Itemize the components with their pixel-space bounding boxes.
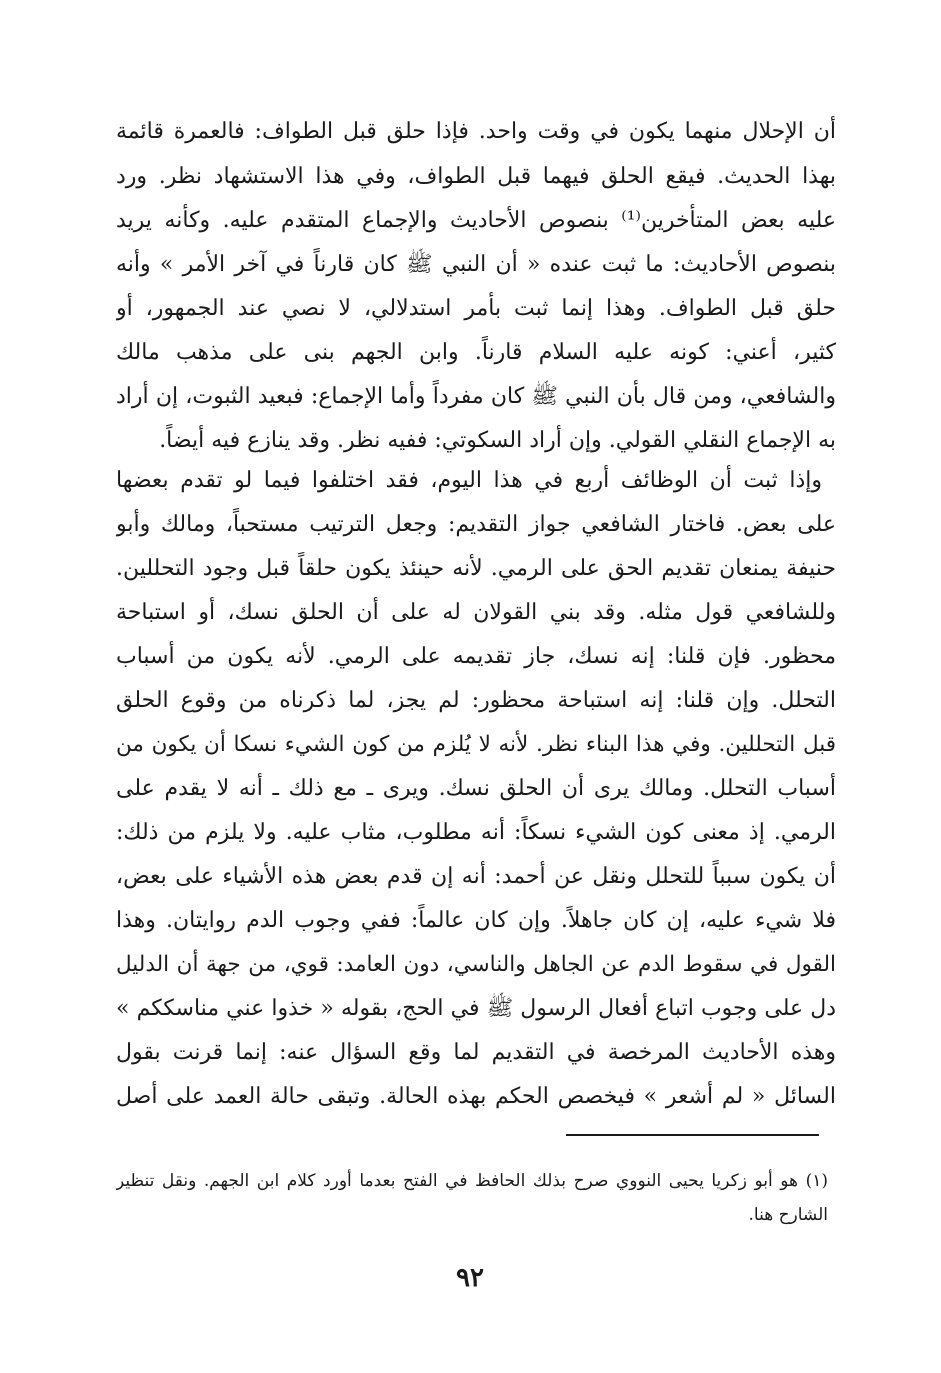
footnote-separator	[566, 1134, 819, 1136]
body-line: عليه بعض المتأخرين⁽¹⁾ بنصوص الأحاديث والإجماع المتقدم عليه. وكأنه يريد	[116, 208, 836, 233]
body-line: أن يكون سبباً للتحلل ونقل عن أحمد: أنه إن قدم بعض هذه الأشياء على بعض،	[116, 864, 836, 889]
body-line: الرمي. إذ معنى كون الشيء نسكاً: أنه مطلوب، مثاب عليه. ولا يلزم من ذلك:	[116, 820, 836, 845]
footnote-line: الشارح هنا.	[748, 1205, 828, 1225]
body-line: به الإجماع النقلي القولي. وإن أراد السكوتي: ففيه نظر. وقد ينازع فيه أيضاً.	[159, 428, 836, 453]
footnote-line: (١) هو أبو زكريا يحيى النووي صرح بذلك الحافظ في الفتح بعدما أورد كلام ابن الجهم. ونقل تنظير	[116, 1171, 828, 1191]
body-line: وهذه الأحاديث المرخصة في التقديم لما وقع السؤال عنه: إنما قرنت بقول	[116, 1040, 836, 1065]
body-line: حنيفة يمنعان تقديم الحق على الرمي. لأنه حينئذ يكون حلقاً قبل وجود التحللين.	[116, 556, 836, 581]
body-line: أسباب التحلل. ومالك يرى أن الحلق نسك. ويرى ـ مع ذلك ـ أنه لا يقدم على	[116, 776, 836, 801]
body-line: كثير، أعني: كونه عليه السلام قارناً. وابن الجهم بنى على مذهب مالك	[116, 340, 836, 365]
body-line: السائل « لم أشعر » فيخصص الحكم بهذه الحالة. وتبقى حالة العمد على أصل	[116, 1084, 836, 1109]
body-line: محظور. فإن قلنا: إنه نسك، جاز تقديمه على الرمي. لأنه يكون من أسباب	[116, 644, 836, 669]
body-line: على بعض. فاختار الشافعي جواز التقديم: وجعل الترتيب مستحباً، ومالك وأبو	[116, 512, 836, 537]
body-line: القول في سقوط الدم عن الجاهل والناسي، دون العامد: قوي، من جهة أن الدليل	[116, 952, 836, 977]
body-line: دل على وجوب اتباع أفعال الرسول ﷺ في الحج، بقوله « خذوا عني مناسككم »	[116, 996, 836, 1021]
body-line: والشافعي، ومن قال بأن النبي ﷺ كان مفرداً وأما الإجماع: فبعيد الثبوت، إن أراد	[116, 384, 836, 409]
body-line: فلا شيء عليه، إن كان جاهلاً. وإن كان عالماً: ففي وجوب الدم روايتان. وهذا	[116, 908, 836, 933]
body-line: بنصوص الأحاديث: ما ثبت عنده « أن النبي ﷺ كان قارناً في آخر الأمر » وأنه	[116, 252, 836, 277]
body-line: قبل التحللين. وفي هذا البناء نظر. لأنه لا يُلزم من كون الشيء نسكا أن يكون من	[116, 732, 836, 757]
page-number: ٩٢	[456, 1263, 484, 1293]
body-line: بهذا الحديث. فيقع الحلق فيهما قبل الطواف، وفي هذا الاستشهاد نظر. ورد	[116, 164, 836, 189]
body-line: وإذا ثبت أن الوظائف أربع في هذا اليوم، فقد اختلفوا فيما لو تقدم بعضها	[116, 468, 822, 493]
body-line: وللشافعي قول مثله. وقد بني القولان له على أن الحلق نسك، أو استباحة	[116, 600, 836, 625]
body-line: أن الإحلال منهما يكون في وقت واحد. فإذا حلق قبل الطواف: فالعمرة قائمة	[116, 119, 836, 144]
body-line: حلق قبل الطواف. وهذا إنما ثبت بأمر استدلالي، لا نصي عند الجمهور، أو	[116, 296, 836, 321]
body-line: التحلل. وإن قلنا: إنه استباحة محظور: لم يجز، لما ذكرناه من وقوع الحلق	[116, 688, 836, 713]
